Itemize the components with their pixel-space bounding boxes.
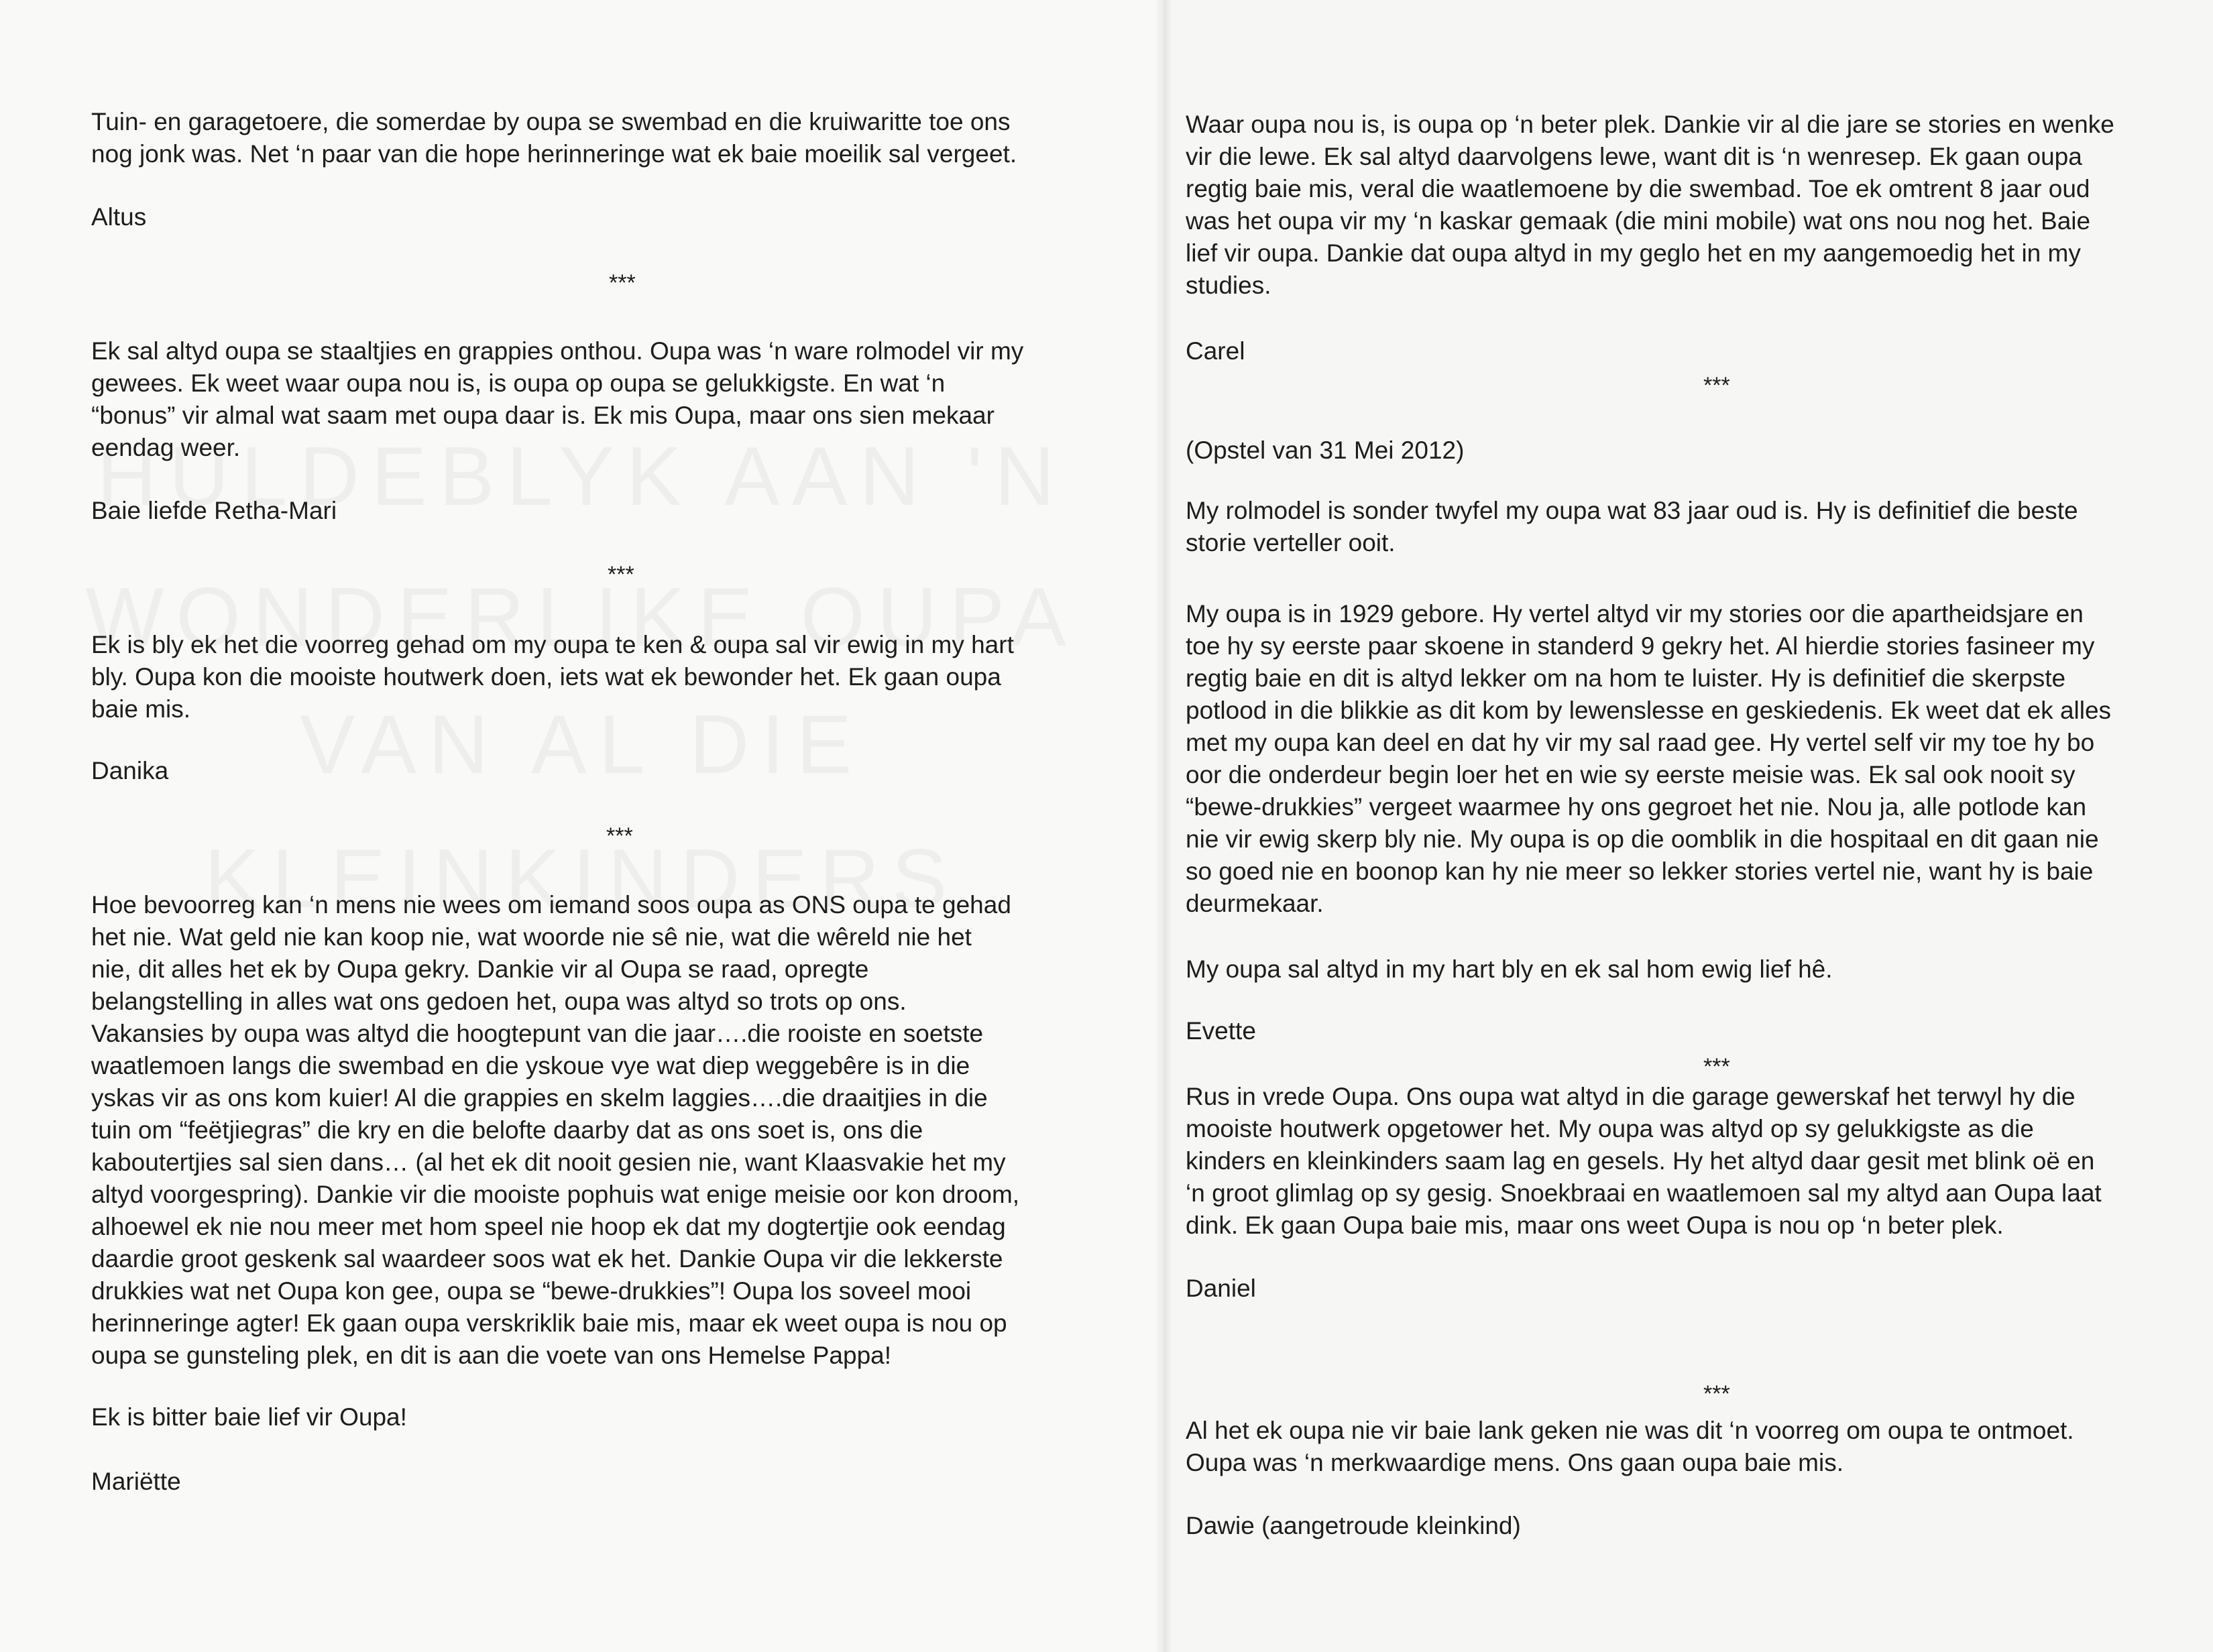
text-line: ‘n groot glimlag op sy gesig. Snoekbraai en waatlemoen sal my altyd aan Oupa laat <box>1186 1179 2102 1207</box>
text-line: Ek sal altyd oupa se staaltjies en grappies onthou. Oupa was ‘n ware rolmodel vir my <box>91 337 1024 365</box>
text-line: alhoewel ek nie nou meer met hom speel nie hoop ek dat my dogtertjie ook eendag <box>91 1213 1006 1240</box>
closing-line-mariette: Ek is bitter baie lief vir Oupa! <box>91 1403 407 1431</box>
tribute-danika <box>91 629 1014 725</box>
text-line: het nie. Wat geld nie kan koop nie, wat woorde nie sê nie, wat die wêreld nie het <box>91 923 972 951</box>
text-line: deurmekaar. <box>1186 890 1324 917</box>
text-line: studies. <box>1186 272 1271 299</box>
text-line: bly. Oupa kon die mooiste houtwerk doen, iets wat ek bewonder het. Ek gaan oupa <box>91 663 1001 691</box>
essay-heading: (Opstel van 31 Mei 2012) <box>1186 436 1465 464</box>
signature-danika: Danika <box>91 757 169 784</box>
text-line: waatlemoen langs die swembad en die yskoue vye wat diep weggebêre is in die <box>91 1052 970 1079</box>
tribute-altus <box>91 106 1017 170</box>
text-line: regtig baie en dit is altyd lekker om na hom te luister. Hy is definitief die skerpste <box>1186 664 2066 692</box>
signature-retha-mari: Baie liefde Retha-Mari <box>91 497 337 524</box>
text-line: daardie groot geskenk sal waardeer soos wat ek het. Dankie Oupa vir die lekkerste <box>91 1245 1003 1273</box>
separator-stars: *** <box>608 562 634 587</box>
text-line: drukkies wat net Oupa kon gee, oupa se “bewe-drukkies”! Oupa los soveel mooi <box>91 1277 972 1305</box>
text-line: Ek is bly ek het die voorreg gehad om my oupa te ken & oupa sal vir ewig in my hart <box>91 631 1014 658</box>
text-line: My rolmodel is sonder twyfel my oupa wat 83 jaar oud is. Hy is definitief die beste <box>1186 497 2078 524</box>
text-line: Rus in vrede Oupa. Ons oupa wat altyd in die garage gewerskaf het terwyl hy die <box>1186 1083 2076 1110</box>
text-line: regtig baie mis, veral die waatlemoene by die swembad. Toe ek omtrent 8 jaar oud <box>1186 175 2090 202</box>
text-line: toe hy sy eerste paar skoene in standerd 9 gekry het. Al hierdie stories fasineer my <box>1186 632 2095 660</box>
text-line: yskas vir as ons kom kuier! Al die grappies en skelm laggies….die draaitjies in die <box>91 1084 988 1112</box>
text-line: baie mis. <box>91 695 191 723</box>
essay-paragraph-2 <box>1186 598 2111 920</box>
text-line: kaboutertjies sal sien dans… (al het ek dit nooit gesien nie, want Klaasvakie het my <box>91 1148 1006 1176</box>
text-line: nie vir ewig skerp bly nie. My oupa is op die oomblik in die hospitaal en dit gaan nie <box>1186 825 2099 853</box>
text-line: dink. Ek gaan Oupa baie mis, maar ons weet Oupa is nou op ‘n beter plek. <box>1186 1212 2004 1239</box>
text-line: Oupa was ‘n merkwaardige mens. Ons gaan oupa baie mis. <box>1186 1449 1844 1476</box>
text-line: Al het ek oupa nie vir baie lank geken nie was dit ‘n voorreg om oupa te ontmoet. <box>1186 1417 2074 1444</box>
text-line: met my oupa kan deel en dat hy vir my sal raad gee. Hy vertel self vir my toe hy bo <box>1186 729 2095 756</box>
text-line: storie verteller ooit. <box>1186 529 1396 556</box>
text-line: potlood in die blikkie as dit kom by lewenslesse en geskiedenis. Ek weet dat ek alles <box>1186 697 2112 724</box>
text-line: nie, dit alles het ek by Oupa gekry. Dankie vir al Oupa se raad, opregte <box>91 955 869 983</box>
page-fold <box>1155 0 1172 1652</box>
signature-daniel: Daniel <box>1186 1275 1256 1302</box>
text-line: kinders en kleinkinders saam lag en gesels. Hy het altyd daar gesit met blink oë en <box>1186 1147 2095 1175</box>
separator-stars: *** <box>606 823 633 849</box>
text-line: tuin om “feëtjiegras” die kry en die belofte daarby dat as ons soet is, ons die <box>91 1116 923 1144</box>
text-line: “bonus” vir almal wat saam met oupa daar is. Ek mis Oupa, maar ons sien mekaar <box>91 402 995 429</box>
text-line: “bewe-drukkies” vergeet waarmee hy ons gegroet het nie. Nou ja, alle potlode kan <box>1186 793 2087 821</box>
separator-stars: *** <box>1703 373 1730 398</box>
essay-paragraph-1 <box>1186 495 2078 559</box>
text-line: so goed nie en boonop kan hy nie meer so lekker stories vertel nie, want hy is baie <box>1186 858 2094 885</box>
text-line: gewees. Ek weet waar oupa nou is, is oupa op oupa se gelukkigste. En wat ‘n <box>91 369 946 397</box>
separator-stars: *** <box>1703 1054 1730 1079</box>
separator-stars: *** <box>1703 1381 1730 1407</box>
tribute-retha-mari <box>91 335 1023 464</box>
signature-carel: Carel <box>1186 337 1245 365</box>
separator-stars: *** <box>609 270 636 296</box>
tribute-dawie <box>1186 1415 2074 1479</box>
text-line: eendag weer. <box>91 434 241 461</box>
text-line: Tuin- en garagetoere, die somerdae by oupa se swembad en die kruiwaritte toe ons <box>91 108 1011 135</box>
text-line: nog jonk was. Net ‘n paar van die hope herinneringe wat ek baie moeilik sal vergeet. <box>91 140 1017 168</box>
text-line: Hoe bevoorreg kan ‘n mens nie wees om iemand soos oupa as ONS oupa te gehad <box>91 891 1011 919</box>
signature-mariette: Mariëtte <box>91 1468 181 1495</box>
text-line: My oupa is in 1929 gebore. Hy vertel altyd vir my stories oor die apartheidsjare en <box>1186 600 2084 628</box>
essay-paragraph-3: My oupa sal altyd in my hart bly en ek sal hom ewig lief hê. <box>1186 955 1833 983</box>
text-line: oupa se gunsteling plek, en dit is aan die voete van ons Hemelse Pappa! <box>91 1342 892 1369</box>
text-line: herinneringe agter! Ek gaan oupa verskriklik baie mis, maar ek weet oupa is nou op <box>91 1309 1007 1337</box>
text-line: vir die lewe. Ek sal altyd daarvolgens lewe, want dit is ‘n wenresep. Ek gaan oupa <box>1186 143 2082 170</box>
tribute-carel <box>1186 109 2114 302</box>
tribute-daniel <box>1186 1081 2102 1242</box>
text-line: oor die onderdeur begin loer het en wie sy eerste meisie was. Ek sal ook nooit sy <box>1186 761 2076 788</box>
signature-evette: Evette <box>1186 1017 1256 1045</box>
text-line: Vakansies by oupa was altyd die hoogtepunt van die jaar….die rooiste en soetste <box>91 1020 984 1047</box>
tribute-mariette <box>91 889 1019 1372</box>
text-line: Waar oupa nou is, is oupa op ‘n beter plek. Dankie vir al die jare se stories en wenke <box>1186 111 2114 138</box>
signature-altus: Altus <box>91 203 147 231</box>
text-line: altyd voorgespring). Dankie vir die mooiste pophuis wat enige meisie oor kon droom, <box>91 1181 1020 1208</box>
text-line: was het oupa vir my ‘n kaskar gemaak (die mini mobile) wat ons nou nog het. Baie <box>1186 207 2091 235</box>
signature-dawie: Dawie (aangetroude kleinkind) <box>1186 1512 1521 1539</box>
text-line: mooiste houtwerk opgetower het. My oupa was altyd op sy gelukkigste as die <box>1186 1115 2034 1142</box>
text-line: belangstelling in alles wat ons gedoen het, oupa was altyd so trots op ons. <box>91 988 907 1015</box>
text-line: lief vir oupa. Dankie dat oupa altyd in my geglo het en my aangemoedig het in my <box>1186 239 2081 267</box>
